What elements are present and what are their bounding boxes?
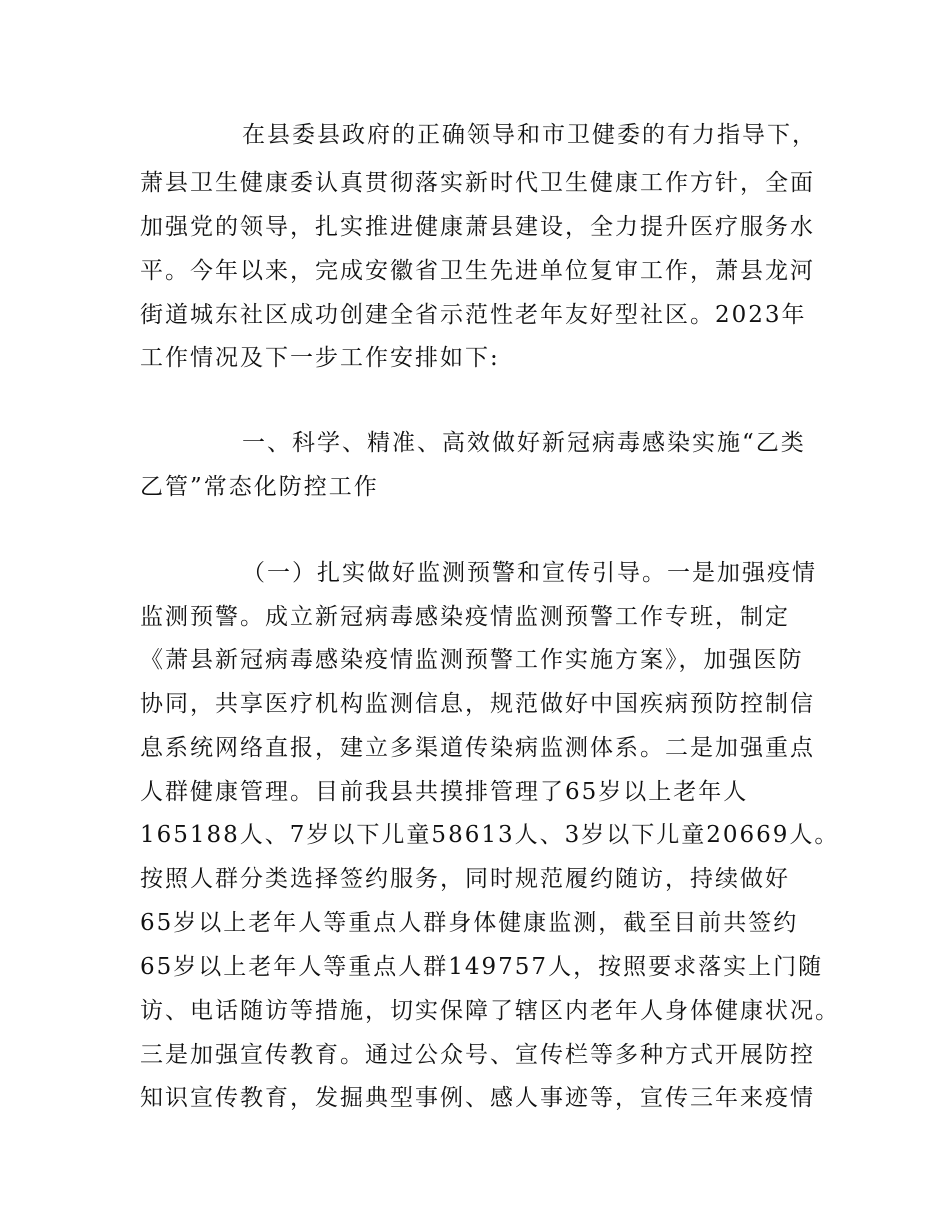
- paragraph-2-line: 65岁以上老年人等重点人群149757人，按照要求落实上门随: [140, 954, 824, 980]
- paragraph-1-line: 街道城东社区成功创建全省示范性老年友好型社区。2023年: [140, 302, 807, 328]
- paragraph-1-line: 平。今年以来，完成安徽省卫生先进单位复审工作，萧县龙河: [140, 258, 815, 284]
- section-heading-line: 一、科学、精准、高效做好新冠病毒感染实施“乙类: [242, 430, 806, 456]
- paragraph-1-line: 在县委县政府的正确领导和市卫健委的有力指导下，: [242, 122, 817, 148]
- paragraph-1-line: 加强党的领导，扎实推进健康萧县建设，全力提升医疗服务水: [140, 214, 815, 240]
- paragraph-2-line: 息系统网络直报，建立多渠道传染病监测体系。二是加强重点: [140, 735, 815, 761]
- paragraph-2-line: （一）扎实做好监测预警和宣传引导。一是加强疫情: [242, 560, 817, 586]
- paragraph-2-line: 65岁以上老年人等重点人群身体健康监测，截至目前共签约: [140, 910, 799, 936]
- paragraph-2-line: 人群健康管理。目前我县共摸排管理了65岁以上老年人: [140, 779, 749, 805]
- paragraph-2-line: 《萧县新冠病毒感染疫情监测预警工作实施方案》，加强医防: [140, 647, 804, 673]
- paragraph-2-line: 协同，共享医疗机构监测信息，规范做好中国疾病预防控制信: [140, 691, 815, 717]
- paragraph-2-line: 165188人、7岁以下儿童58613人、3岁以下儿童20669人。: [140, 822, 840, 848]
- paragraph-2-line: 知识宣传教育，发掘典型事例、感人事迹等，宣传三年来疫情: [140, 1085, 815, 1111]
- paragraph-2-line: 访、电话随访等措施，切实保障了辖区内老年人身体健康状况。: [140, 998, 840, 1024]
- section-heading-line: 乙管”常态化防控工作: [140, 474, 379, 500]
- paragraph-2-line: 监测预警。成立新冠病毒感染疫情监测预警工作专班，制定: [140, 604, 790, 630]
- paragraph-1-line: 工作情况及下一步工作安排如下:: [140, 345, 500, 371]
- paragraph-2-line: 三是加强宣传教育。通过公众号、宣传栏等多种方式开展防控: [140, 1042, 815, 1068]
- paragraph-1-line: 萧县卫生健康委认真贯彻落实新时代卫生健康工作方针，全面: [140, 170, 815, 196]
- paragraph-2-line: 按照人群分类选择签约服务，同时规范履约随访，持续做好: [140, 866, 790, 892]
